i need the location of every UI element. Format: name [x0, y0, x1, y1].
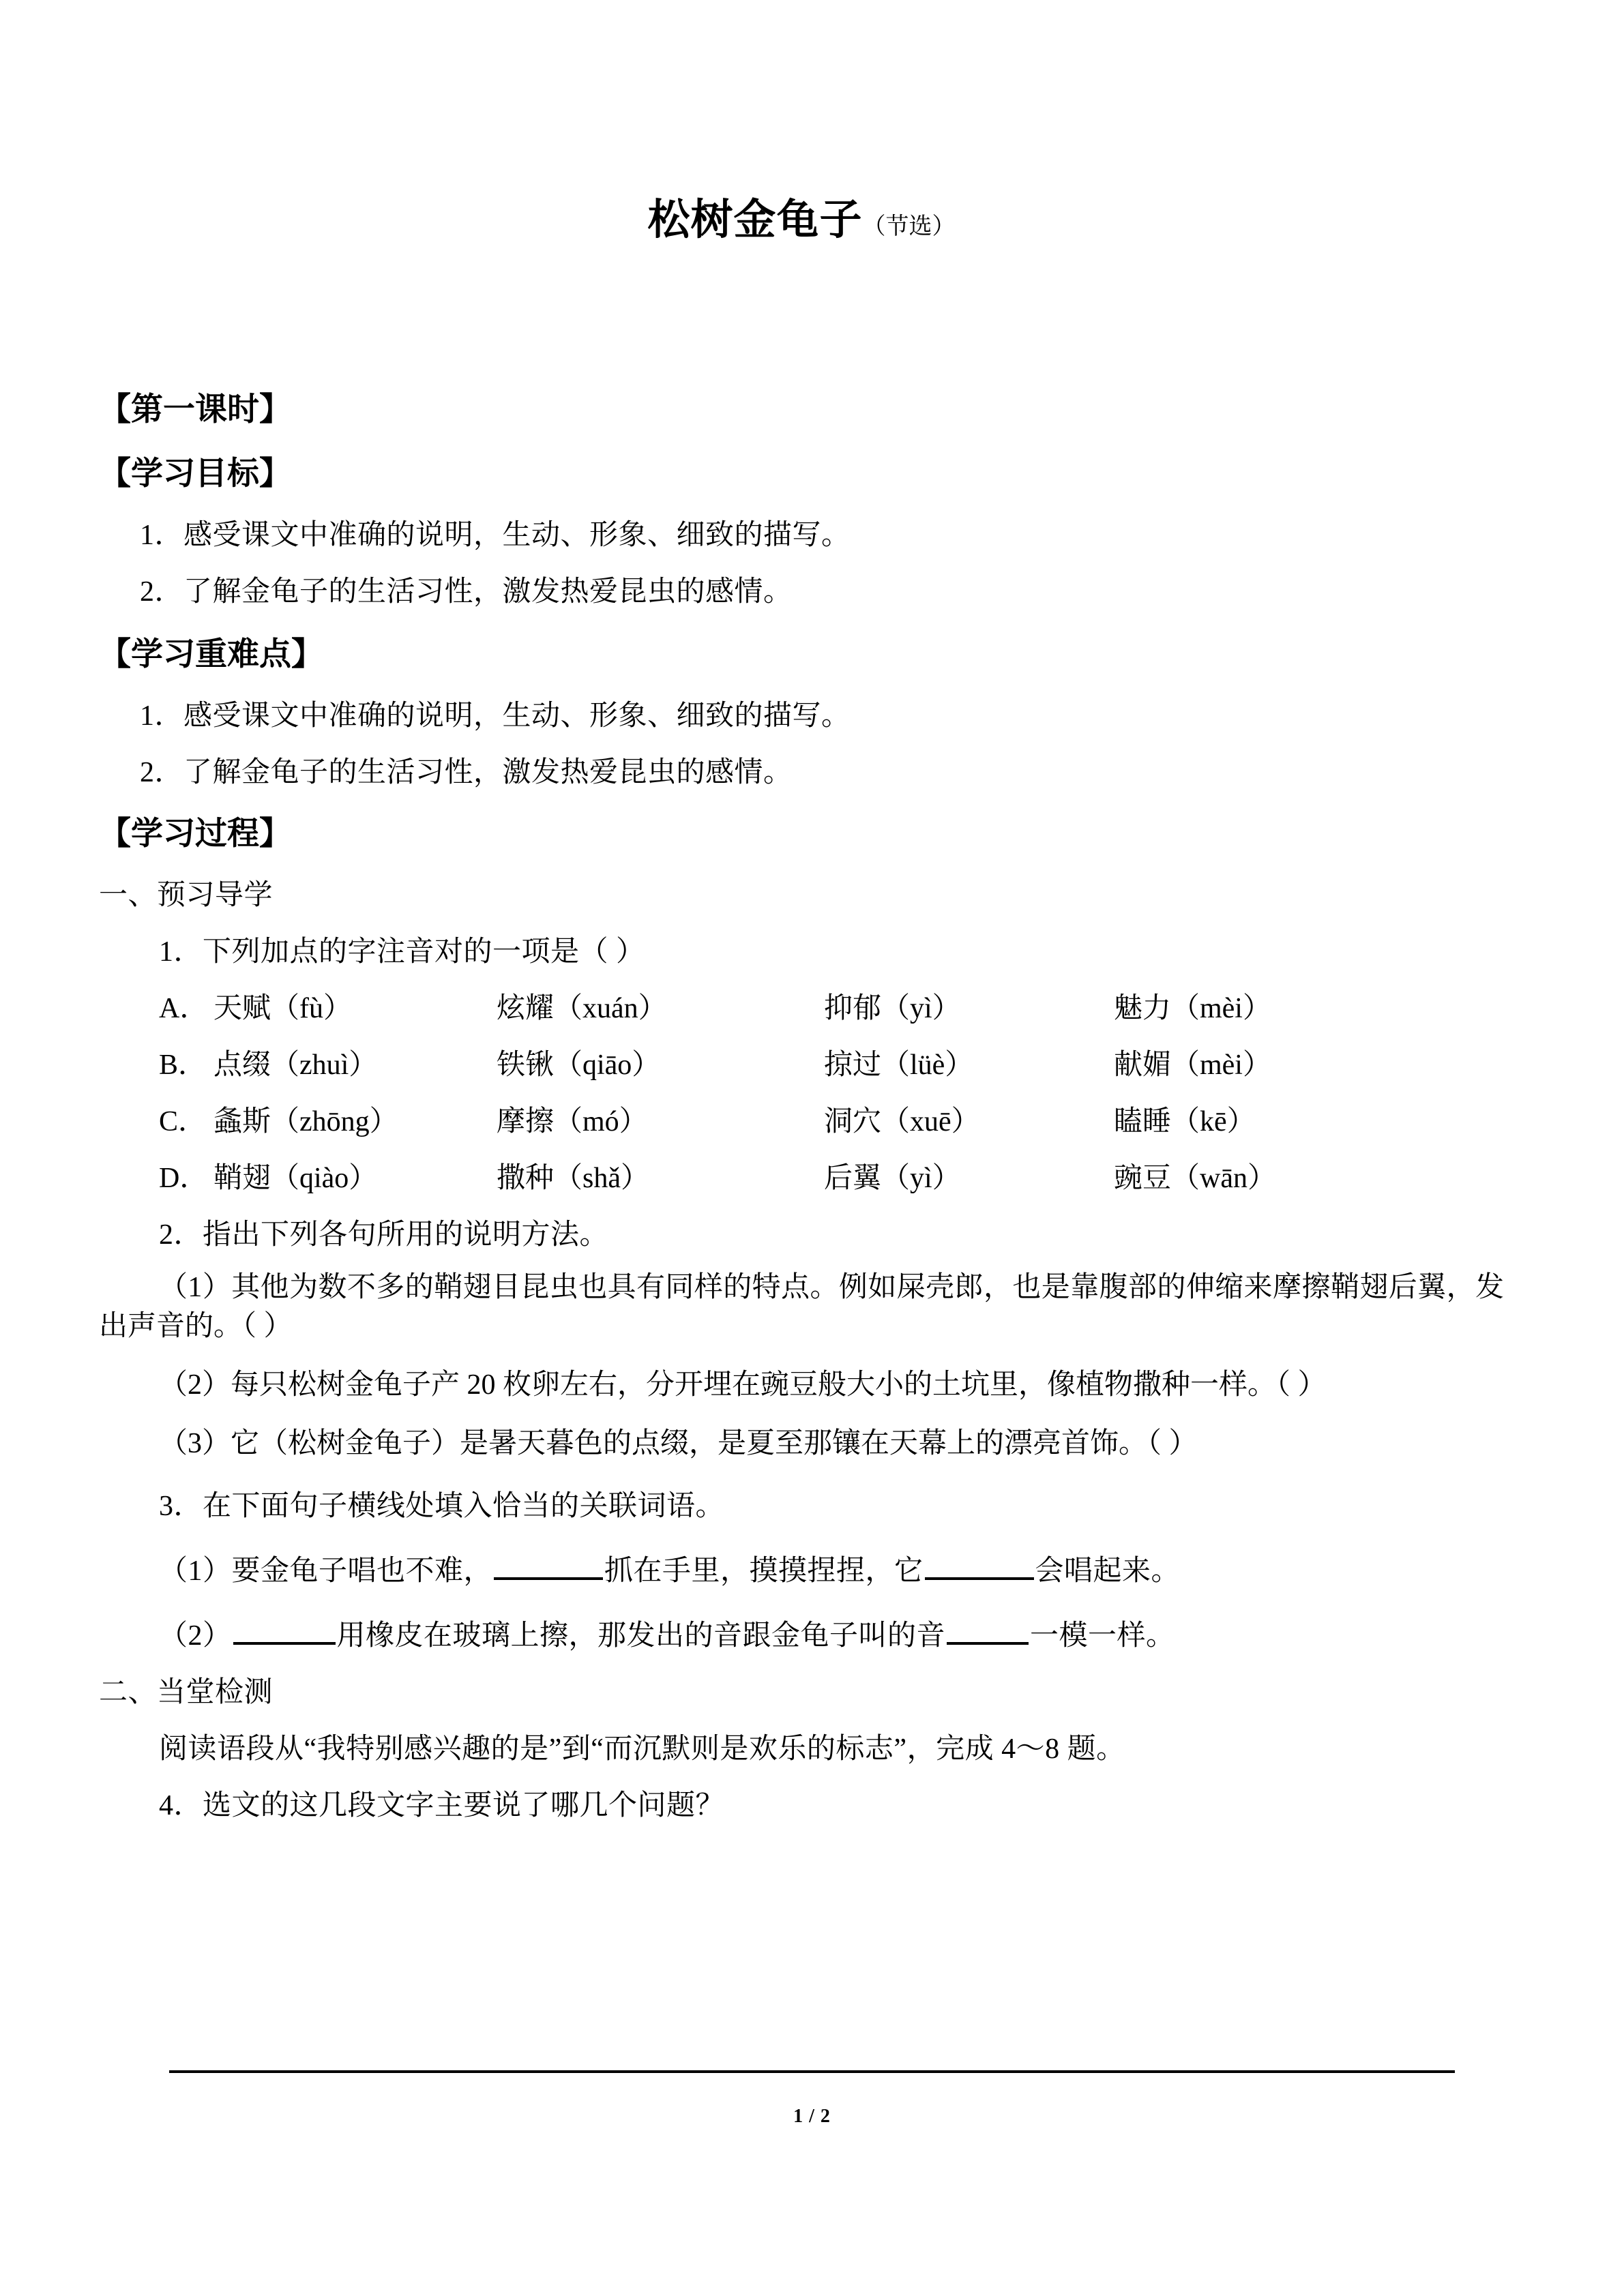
- option-word-3: 洞穴（xuē）: [824, 1105, 980, 1137]
- footer-divider: [169, 2070, 1455, 2073]
- option-row-c[interactable]: [99, 1107, 1504, 1136]
- page-title-subtitle: （节选）: [862, 214, 956, 239]
- option-word-3: 掠过（lüè）: [824, 1049, 974, 1081]
- option-label: C．: [159, 1105, 207, 1137]
- option-word-3: 后翼（yì）: [824, 1162, 961, 1194]
- option-word-1: 鞘翅（qiào）: [213, 1162, 378, 1194]
- section-label-class-test: 二、当堂检测: [99, 1677, 274, 1709]
- option-row-b[interactable]: [99, 1051, 1504, 1079]
- reading-instruction: 阅读语段从“我特别感兴趣的是”到“而沉默则是欢乐的标志”，完成 4～8 题。: [159, 1733, 1125, 1765]
- q3-item1-text-a: （1）要金龟子唱也不难，: [159, 1555, 493, 1587]
- section-label-preview-guide: 一、预习导学: [99, 879, 274, 911]
- q3-item2-text-c: 一模一样。: [1030, 1620, 1175, 1652]
- option-word-1: 点缀（zhuì）: [213, 1049, 378, 1081]
- question-3-item-2: [99, 1613, 1504, 1650]
- option-word-3: 抑郁（yì）: [824, 992, 961, 1024]
- option-word-4: 献媚（mèi）: [1114, 1049, 1271, 1081]
- q3-item1-text-b: 抓在手里，摸摸捏捏，它: [604, 1555, 924, 1587]
- question-3-stem: 3．在下面句子横线处填入恰当的关联词语。: [159, 1491, 725, 1523]
- question-4-stem: 4．选文的这几段文字主要说了哪几个问题？: [159, 1790, 725, 1822]
- option-label: D．: [159, 1162, 209, 1194]
- option-word-2: 撒种（shǎ）: [497, 1162, 649, 1194]
- option-label: A．: [159, 992, 209, 1024]
- keypoint-item: 2．了解金龟子的生活习性，激发热爱昆虫的感情。: [140, 756, 793, 788]
- option-word-2: 铁锹（qiāo）: [497, 1049, 661, 1081]
- option-word-1: 天赋（fù）: [213, 992, 352, 1024]
- question-1-stem: 1．下列加点的字注音对的一项是（ ）: [159, 936, 645, 968]
- fill-in-blank[interactable]: [233, 1613, 336, 1645]
- fill-in-blank[interactable]: [925, 1549, 1034, 1580]
- page-title-main: 松树金龟子: [647, 197, 863, 243]
- option-row-d[interactable]: [99, 1164, 1504, 1193]
- keypoint-item: 1．感受课文中准确的说明，生动、形象、细致的描写。: [140, 700, 851, 732]
- q3-item2-text-b: 用橡皮在玻璃上擦，那发出的音跟金龟子叫的音: [336, 1620, 946, 1652]
- question-2-item-2: （2）每只松树金龟子产 20 枚卵左右，分开埋在豌豆般大小的土坑里，像植物撒种一样。（ ）: [159, 1369, 1327, 1401]
- question-2-item-3: （3）它（松树金龟子）是暑天暮色的点缀，是夏至那镶在天幕上的漂亮首饰。（ ）: [159, 1428, 1198, 1460]
- option-word-2: 炫耀（xuán）: [497, 992, 667, 1024]
- option-word-1: 螽斯（zhōng）: [213, 1105, 398, 1137]
- option-word-4: 瞌睡（kē）: [1114, 1105, 1256, 1137]
- question-2-item-1: （1）其他为数不多的鞘翅目昆虫也具有同样的特点。例如屎壳郎，也是靠腹部的伸缩来摩擦鞘翅后翼，发出声音的。（ ）: [99, 1271, 1504, 1343]
- fill-in-blank[interactable]: [494, 1549, 603, 1580]
- page-title: [99, 0, 1504, 248]
- q3-item1-text-c: 会唱起来。: [1035, 1555, 1181, 1587]
- question-3-item-1: [99, 1549, 1504, 1585]
- heading-learning-objectives: 【学习目标】: [99, 456, 291, 492]
- question-2-stem: 2．指出下列各句所用的说明方法。: [159, 1219, 609, 1251]
- heading-lesson-period: 【第一课时】: [99, 391, 291, 428]
- objective-item: 1．感受课文中准确的说明，生动、形象、细致的描写。: [140, 519, 851, 551]
- heading-key-difficulties: 【学习重难点】: [99, 636, 323, 672]
- fill-in-blank[interactable]: [947, 1613, 1029, 1645]
- document-content: [99, 0, 1504, 1820]
- q3-item2-text-a: （2）: [159, 1620, 232, 1652]
- option-row-a[interactable]: [99, 994, 1504, 1023]
- option-word-2: 摩擦（mó）: [497, 1105, 648, 1137]
- objective-item: 2．了解金龟子的生活习性，激发热爱昆虫的感情。: [140, 576, 793, 608]
- option-word-4: 豌豆（wān）: [1114, 1162, 1276, 1194]
- option-word-4: 魅力（mèi）: [1114, 992, 1271, 1024]
- heading-learning-process: 【学习过程】: [99, 816, 291, 852]
- footer-page-number: 1 / 2: [793, 2106, 831, 2127]
- option-label: B．: [159, 1049, 207, 1081]
